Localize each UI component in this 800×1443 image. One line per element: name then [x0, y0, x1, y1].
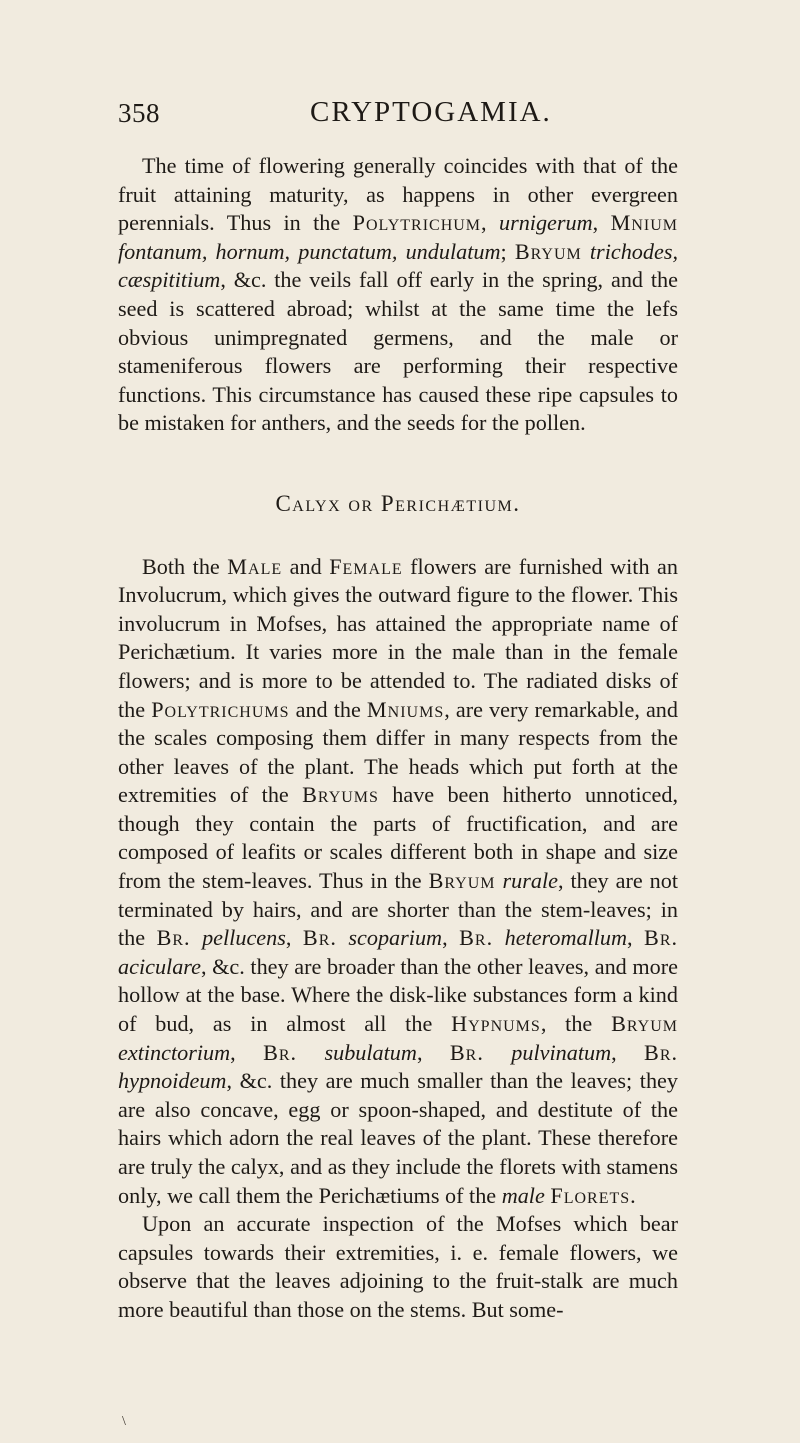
species-name: hypnoideum — [118, 1068, 227, 1094]
genus-abbrev: Br. — [263, 1039, 298, 1065]
genus-abbrev: Br. — [644, 925, 679, 951]
species-name: trichodes, cæspititium — [118, 238, 679, 293]
species-name: pulvinatum — [511, 1039, 612, 1065]
section-heading: Calyx or Perichætium. — [275, 490, 521, 516]
genus-name: Bryums — [302, 782, 379, 808]
genus-name: Polytrichums — [151, 696, 290, 722]
genus-name: Polytrichum — [352, 210, 482, 236]
genus-name: Bryum — [611, 1011, 679, 1037]
paragraph-inspection: Upon an accurate inspection of the Mofses which bear capsules towards their extremities, i. e. female flowers, we observe that the leaves adjoining to the fruit-stalk are much more beautiful than those on the stems. But some- — [118, 1211, 678, 1322]
species-name: rurale — [502, 868, 558, 894]
paragraph-flowering-time: The time of flowering generally coincides with that of the fruit attaining maturity, as happens in other evergreen perennials. Thus in the Polytrichum, urnigerum, Mnium fontanum, hornum, punctatum, undulatum; Bryum trichodes, cæspititium, &c. the veils fall off early in the spring, and the seed is scattered abroad; whilst at the same time the lefs obvious unimpregnated germens, and the male or stameniferous flowers are performing their respective functions. This circumstance has caused these ripe capsules to be mistaken for anthers, and the seeds for the pollen. — [118, 153, 679, 436]
genus-name: Mniums — [366, 696, 445, 722]
genus-abbrev: Br. — [449, 1039, 484, 1065]
genus-abbrev: Br. — [302, 925, 337, 951]
genus-abbrev: Br. — [156, 925, 191, 951]
running-head — [118, 96, 678, 140]
species-name: aciculare — [118, 953, 201, 979]
paragraph-perichaetium: Both the Male and Female flowers are furnished with an Involucrum, which gives the outward figure to the flower. This involucrum in Mofses, has attained the appropriate name of Perichætium. It varies more in the male than in the female flowers; and is more to be attended to. The radiated disks of the Polytrichums and the Mniums, are very remarkable, and the scales composing them differ in many respects from the other leaves of the plant. The heads which put forth at the extremities of the Bryums have been hitherto unnoticed, though they contain the parts of fructification, and are composed of leafits or scales different both in shape and size from the stem-leaves. Thus in the Bryum rurale, they are not terminated by hairs, and are shorter than the stem-leaves; in the Br. pellucens, Br. scoparium, Br. heteromallum, Br. aciculare, &c. they are broader than the other leaves, and more hollow at the base. Where the disk-like substances form a kind of bud, as in almost all the Hypnums, the Bryum extinctorium, Br. subulatum, Br. pulvinatum, Br. hypnoideum, &c. they are much smaller than the leaves; they are also concave, egg or spoon-shaped, and destitute of the hairs which adorn the real leaves of the plant. These therefore are truly the calyx, and as they include the florets with stamens only, we call them the Perichætiums of the male Florets. — [118, 553, 679, 1208]
running-title: CRYPTOGAMIA. — [310, 96, 552, 128]
species-name: scoparium — [348, 925, 443, 951]
species-name: extinctorium — [118, 1039, 231, 1065]
genus-abbrev: Br. — [644, 1039, 679, 1065]
term-male: Male — [227, 553, 283, 579]
species-name: subulatum — [324, 1039, 417, 1065]
species-name: fontanum, hornum, punctatum, undulatum — [118, 238, 501, 264]
term-florets: Florets — [550, 1182, 631, 1208]
genus-name: Mnium — [610, 210, 678, 236]
page-number: 358 — [118, 98, 160, 128]
genus-name: Bryum — [428, 868, 496, 894]
genus-abbrev: Br. — [459, 925, 494, 951]
species-name: pellucens — [202, 925, 286, 951]
body-text — [118, 152, 678, 1325]
term-female: Female — [329, 553, 403, 579]
print-mark: \ — [122, 1414, 126, 1429]
genus-name: Hypnums — [451, 1011, 541, 1037]
genus-name: Bryum — [514, 238, 582, 264]
species-name: heteromallum — [504, 925, 628, 951]
emphasis-male: male — [501, 1182, 545, 1208]
species-name: urnigerum — [498, 210, 593, 236]
